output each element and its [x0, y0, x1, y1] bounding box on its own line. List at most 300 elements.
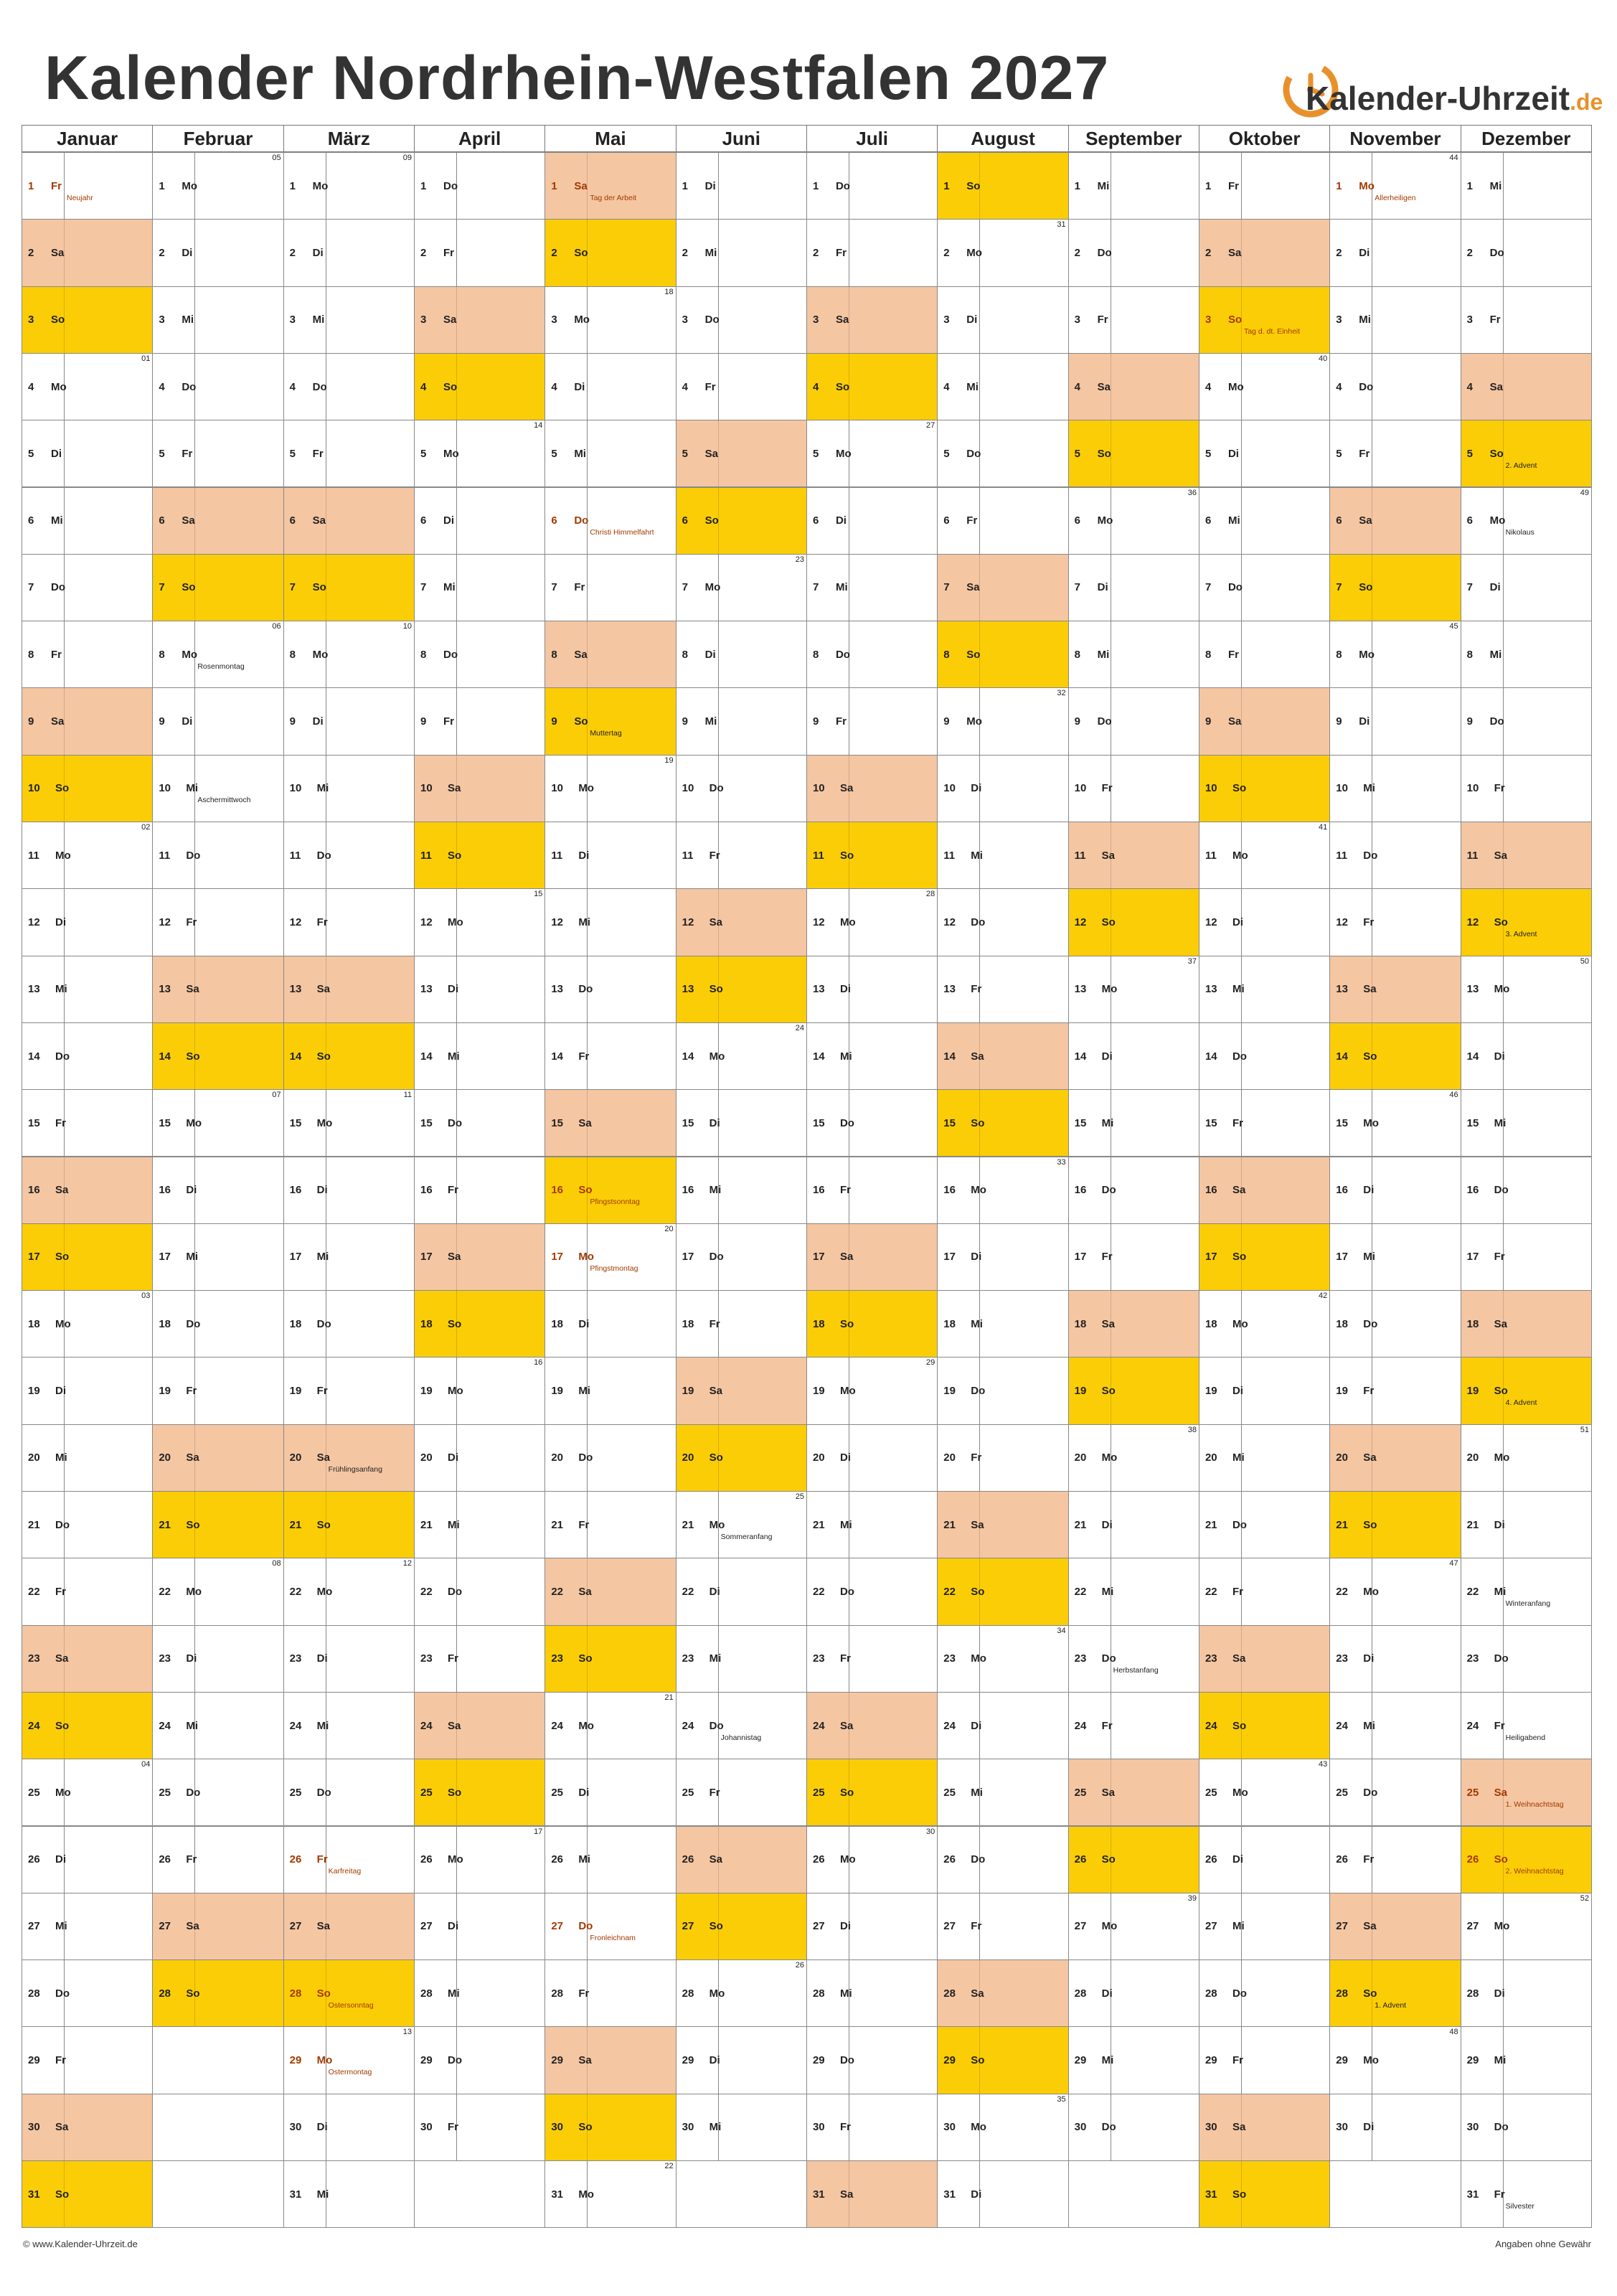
weekday-label: Do: [447, 1116, 462, 1129]
weekday-label: Sa: [1227, 246, 1242, 259]
day-number: 7: [1466, 581, 1473, 594]
day-number: 18: [28, 1317, 40, 1330]
day-cell: [152, 487, 283, 555]
weekday-label: Sa: [709, 1385, 722, 1398]
day-cell: [152, 1625, 283, 1693]
day-number: 7: [551, 581, 557, 594]
day-number: 6: [551, 514, 557, 527]
day-cell: [1461, 1022, 1592, 1090]
day-number: 4: [1204, 380, 1212, 393]
weekday-label: Fr: [1227, 179, 1239, 192]
day-number: 13: [159, 983, 171, 996]
day-number: 14: [682, 1050, 694, 1063]
day-cell: [1199, 956, 1330, 1023]
weekday-label: Mo: [971, 1652, 986, 1665]
weekday-label: So: [1494, 916, 1508, 928]
weekday-label: Di: [709, 1585, 720, 1598]
day-cell: [152, 956, 283, 1023]
day-cell: [676, 888, 807, 956]
weekday-label: Di: [51, 447, 62, 460]
weekday-label: Do: [971, 916, 986, 928]
day-cell: [1461, 755, 1592, 822]
weekday-label: So: [709, 1920, 723, 1933]
day-number: 27: [551, 1920, 563, 1933]
day-number: 21: [28, 1518, 40, 1531]
day-cell: [22, 1157, 153, 1224]
day-cell: [1199, 1157, 1330, 1224]
day-cell: [937, 687, 1068, 755]
day-cell: [544, 822, 676, 889]
day-number: 27: [289, 1920, 302, 1933]
empty-cell: [152, 2026, 283, 2094]
weekday-label: Sa: [182, 514, 195, 527]
day-number: 19: [159, 1385, 171, 1398]
day-number: 13: [1204, 983, 1217, 996]
weekday-label: So: [1101, 916, 1116, 928]
weekday-label: Fr: [1494, 782, 1505, 795]
day-number: 16: [159, 1184, 171, 1197]
month-header: September: [1068, 125, 1199, 152]
day-cell: [544, 1893, 676, 1960]
day-number: 14: [28, 1050, 40, 1063]
day-number: 25: [943, 1786, 956, 1799]
day-number: 30: [1466, 2121, 1479, 2134]
day-number: 31: [1204, 2188, 1217, 2201]
day-number: 8: [682, 648, 688, 661]
day-cell: [283, 1625, 415, 1693]
day-number: 26: [28, 1853, 40, 1866]
weekday-label: So: [835, 380, 850, 393]
day-number: 23: [551, 1652, 563, 1665]
day-cell: [1068, 1759, 1199, 1826]
day-cell: [1329, 888, 1461, 956]
day-number: 31: [812, 2188, 825, 2201]
day-number: 28: [1204, 1987, 1217, 2000]
day-number: 8: [28, 648, 34, 661]
day-cell: [152, 621, 283, 688]
day-cell: [1329, 1223, 1461, 1291]
weekday-label: Mo: [578, 1719, 594, 1732]
day-cell: [544, 1959, 676, 2027]
day-number: 4: [682, 380, 688, 393]
weekday-label: Sa: [839, 1251, 854, 1264]
week-number: 18: [664, 287, 674, 296]
weekday-label: Sa: [1097, 380, 1111, 393]
weekday-label: So: [316, 1987, 331, 2000]
weekday-label: So: [443, 380, 458, 393]
weekday-label: Do: [966, 447, 981, 460]
day-cell: [283, 687, 415, 755]
weekday-label: Mo: [1494, 983, 1510, 996]
weekday-label: So: [55, 2188, 70, 2201]
weekday-label: Mi: [1494, 1585, 1507, 1598]
day-number: 22: [551, 1585, 563, 1598]
weekday-label: Fr: [1363, 916, 1375, 928]
day-cell: [152, 1959, 283, 2027]
weekday-label: Mi: [1359, 314, 1371, 326]
weekday-label: Di: [447, 1452, 458, 1464]
day-number: 22: [682, 1585, 694, 1598]
day-cell: [1329, 1625, 1461, 1693]
day-number: 12: [682, 916, 694, 928]
day-number: 21: [1204, 1518, 1217, 1531]
day-number: 9: [943, 715, 950, 728]
weekday-label: So: [1232, 2188, 1247, 2201]
day-number: 21: [682, 1518, 694, 1531]
month-header: Juni: [676, 125, 807, 152]
weekday-label: Sa: [704, 447, 718, 460]
week-number: 31: [1057, 220, 1066, 230]
weekday-label: Fr: [55, 1585, 66, 1598]
day-number: 1: [28, 179, 34, 192]
weekday-label: Mo: [316, 1116, 333, 1129]
holiday-label: Tag der Arbeit: [590, 193, 637, 202]
day-number: 13: [289, 983, 302, 996]
week-number: 38: [1187, 1425, 1197, 1434]
day-cell: [1199, 420, 1330, 487]
day-cell: [1199, 1357, 1330, 1424]
weekday-label: So: [971, 2054, 985, 2067]
day-number: 19: [28, 1385, 40, 1398]
day-number: 3: [551, 314, 557, 326]
day-cell: [283, 2160, 415, 2228]
weekday-label: So: [186, 1050, 200, 1063]
weekday-label: So: [447, 1317, 462, 1330]
day-number: 17: [159, 1251, 171, 1264]
day-cell: [1329, 1558, 1461, 1625]
day-cell: [414, 888, 545, 956]
day-number: 24: [420, 1719, 433, 1732]
event-label: Sommeranfang: [720, 1532, 773, 1541]
weekday-label: So: [316, 1050, 331, 1063]
day-cell: [1068, 687, 1199, 755]
weekday-label: Fr: [971, 1920, 982, 1933]
week-number: 25: [795, 1492, 804, 1501]
weekday-label: Mo: [1101, 983, 1118, 996]
weekday-label: So: [971, 1116, 985, 1129]
day-number: 11: [1074, 849, 1086, 862]
day-number: 31: [1466, 2188, 1479, 2201]
weekday-label: Mi: [971, 1786, 983, 1799]
day-number: 28: [420, 1987, 433, 2000]
day-cell: [1329, 1424, 1461, 1492]
day-number: 25: [28, 1786, 40, 1799]
day-cell: [1461, 1759, 1592, 1826]
weekday-label: Mo: [1359, 179, 1375, 192]
day-cell: [22, 286, 153, 354]
day-cell: [22, 487, 153, 555]
day-number: 14: [1466, 1050, 1479, 1063]
weekday-label: Mi: [578, 1385, 590, 1398]
day-cell: [283, 1157, 415, 1224]
day-number: 23: [289, 1652, 302, 1665]
day-number: 24: [682, 1719, 694, 1732]
weekday-label: Sa: [1101, 1786, 1115, 1799]
empty-cell: [1068, 2160, 1199, 2228]
day-number: 5: [1204, 447, 1212, 460]
week-number: 13: [402, 2028, 412, 2037]
day-cell: [1329, 1759, 1461, 1826]
footer-copyright[interactable]: © www.Kalender-Uhrzeit.de: [23, 2239, 138, 2249]
weekday-label: Mi: [704, 246, 717, 259]
event-label: 2. Advent: [1505, 461, 1537, 470]
day-cell: [806, 1223, 938, 1291]
weekday-label: Do: [182, 380, 197, 393]
weekday-label: Mi: [316, 2188, 329, 2201]
weekday-label: Mi: [709, 1652, 722, 1665]
weekday-label: Fr: [1232, 2054, 1243, 2067]
day-cell: [414, 554, 545, 621]
day-number: 20: [1466, 1452, 1479, 1464]
weekday-label: Mo: [971, 2121, 986, 2134]
day-number: 10: [159, 782, 171, 795]
weekday-label: Do: [186, 1786, 201, 1799]
weekday-label: Mi: [839, 1987, 852, 2000]
weekday-label: Fr: [574, 581, 585, 594]
weekday-label: Do: [839, 1585, 854, 1598]
day-cell: [283, 1424, 415, 1492]
weekday-label: Mo: [186, 1585, 202, 1598]
weekday-label: Fr: [1363, 1853, 1375, 1866]
day-cell: [414, 1491, 545, 1558]
day-cell: [1329, 1893, 1461, 1960]
day-cell: [806, 956, 938, 1023]
weekday-label: So: [574, 715, 588, 728]
day-number: 18: [420, 1317, 433, 1330]
day-number: 11: [289, 849, 301, 862]
week-number: 05: [272, 154, 281, 162]
weekday-label: Mo: [316, 1585, 333, 1598]
day-cell: [414, 1157, 545, 1224]
day-cell: [22, 420, 153, 487]
day-number: 8: [159, 648, 165, 661]
day-cell: [937, 1223, 1068, 1291]
weekday-label: Mi: [316, 782, 329, 795]
day-cell: [806, 822, 938, 889]
day-cell: [152, 1290, 283, 1358]
weekday-label: Sa: [966, 581, 980, 594]
day-number: 10: [1466, 782, 1479, 795]
day-number: 14: [289, 1050, 302, 1063]
day-number: 9: [551, 715, 557, 728]
day-number: 17: [1204, 1251, 1217, 1264]
day-cell: [1068, 1625, 1199, 1693]
day-number: 3: [682, 314, 688, 326]
day-cell: [1461, 956, 1592, 1023]
day-number: 9: [289, 715, 296, 728]
day-number: 23: [943, 1652, 956, 1665]
day-cell: [414, 1223, 545, 1291]
weekday-label: Fr: [312, 447, 324, 460]
weekday-label: Di: [578, 1317, 590, 1330]
weekday-label: Mi: [186, 782, 198, 795]
weekday-label: Sa: [316, 983, 331, 996]
day-number: 29: [1336, 2054, 1348, 2067]
weekday-label: Sa: [55, 1184, 69, 1197]
day-number: 12: [943, 916, 956, 928]
day-number: 19: [682, 1385, 694, 1398]
day-number: 20: [289, 1452, 302, 1464]
weekday-label: Di: [971, 782, 982, 795]
day-cell: [544, 353, 676, 420]
weekday-label: Mi: [312, 314, 325, 326]
day-cell: [1199, 1625, 1330, 1693]
day-number: 9: [28, 715, 34, 728]
month-header: August: [937, 125, 1068, 152]
day-number: 11: [159, 849, 171, 862]
day-number: 3: [1336, 314, 1342, 326]
logo-name: Kalender-Uhrzeit: [1306, 80, 1570, 117]
day-number: 10: [289, 782, 302, 795]
week-number: 08: [272, 1559, 281, 1568]
logo-wordmark[interactable]: [1306, 79, 1603, 118]
weekday-label: Di: [1363, 1184, 1375, 1197]
week-number: 45: [1449, 622, 1458, 631]
day-cell: [414, 420, 545, 487]
weekday-label: Sa: [1227, 715, 1242, 728]
day-cell: [283, 1893, 415, 1960]
day-number: 4: [943, 380, 950, 393]
day-cell: [1199, 1089, 1330, 1157]
weekday-label: Mo: [839, 1385, 856, 1398]
day-number: 22: [943, 1585, 956, 1598]
calendar-grid: [22, 125, 1591, 2235]
day-number: 31: [289, 2188, 302, 2201]
day-cell: [676, 353, 807, 420]
weekday-label: Sa: [1101, 1317, 1115, 1330]
day-number: 15: [159, 1116, 171, 1129]
day-number: 7: [289, 581, 296, 594]
day-cell: [414, 1692, 545, 1759]
day-number: 28: [682, 1987, 694, 2000]
weekday-label: So: [316, 1518, 331, 1531]
weekday-label: Do: [839, 1116, 854, 1129]
day-number: 29: [289, 2054, 302, 2067]
logo-tld: .de: [1570, 89, 1603, 115]
day-cell: [283, 1290, 415, 1358]
event-label: Herbstanfang: [1113, 1666, 1159, 1675]
day-number: 16: [28, 1184, 40, 1197]
event-label: Rosenmontag: [197, 662, 245, 671]
day-number: 19: [1336, 1385, 1348, 1398]
day-cell: [676, 1022, 807, 1090]
day-cell: [806, 1424, 938, 1492]
day-cell: [22, 1491, 153, 1558]
day-cell: [283, 152, 415, 220]
weekday-label: Di: [704, 179, 716, 192]
holiday-label: Fronleichnam: [590, 1934, 636, 1943]
weekday-label: So: [186, 1987, 200, 2000]
weekday-label: Mo: [1363, 1116, 1379, 1129]
day-cell: [283, 2026, 415, 2094]
day-cell: [676, 1759, 807, 1826]
day-number: 30: [420, 2121, 433, 2134]
weekday-label: Sa: [447, 1719, 461, 1732]
day-number: 25: [420, 1786, 433, 1799]
day-number: 25: [159, 1786, 171, 1799]
weekday-label: Di: [835, 514, 847, 527]
weekday-label: Do: [312, 380, 327, 393]
weekday-label: Di: [1097, 581, 1108, 594]
day-cell: [1068, 1692, 1199, 1759]
weekday-label: Di: [1494, 1050, 1505, 1063]
day-number: 5: [943, 447, 950, 460]
day-number: 17: [1336, 1251, 1348, 1264]
day-number: 5: [682, 447, 688, 460]
weekday-label: Do: [709, 1251, 724, 1264]
day-cell: [22, 1424, 153, 1492]
weekday-label: Mo: [839, 1853, 856, 1866]
day-number: 7: [943, 581, 950, 594]
day-number: 5: [1336, 447, 1342, 460]
day-number: 27: [1204, 1920, 1217, 1933]
day-cell: [676, 420, 807, 487]
weekday-label: Mo: [971, 1184, 986, 1197]
day-cell: [1329, 755, 1461, 822]
day-cell: [544, 1157, 676, 1224]
day-cell: [1068, 286, 1199, 354]
week-number: 33: [1057, 1157, 1066, 1167]
weekday-label: Mi: [1101, 2054, 1114, 2067]
day-cell: [22, 353, 153, 420]
weekday-label: Fr: [578, 1987, 590, 2000]
day-number: 15: [1336, 1116, 1348, 1129]
day-cell: [1461, 888, 1592, 956]
weekday-label: Fr: [709, 849, 720, 862]
weekday-label: Fr: [443, 715, 454, 728]
month-header: Januar: [22, 125, 153, 152]
day-number: 30: [943, 2121, 956, 2134]
day-cell: [676, 822, 807, 889]
day-number: 13: [551, 983, 563, 996]
day-cell: [1461, 420, 1592, 487]
weekday-label: Fr: [51, 648, 62, 661]
day-number: 29: [943, 2054, 956, 2067]
day-cell: [937, 1826, 1068, 1893]
week-number: 12: [402, 1559, 412, 1568]
day-cell: [283, 1223, 415, 1291]
weekday-label: Fr: [971, 983, 982, 996]
day-cell: [1199, 554, 1330, 621]
day-cell: [414, 687, 545, 755]
weekday-label: Di: [443, 514, 454, 527]
day-number: 6: [1336, 514, 1342, 527]
day-cell: [152, 1157, 283, 1224]
day-cell: [1068, 1893, 1199, 1960]
day-cell: [1068, 353, 1199, 420]
weekday-label: Do: [709, 782, 724, 795]
weekday-label: So: [1363, 1987, 1377, 2000]
weekday-label: Sa: [447, 1251, 461, 1264]
week-number: 46: [1449, 1091, 1458, 1100]
weekday-label: So: [1101, 1385, 1116, 1398]
day-cell: [544, 1692, 676, 1759]
weekday-label: Di: [704, 648, 716, 661]
day-cell: [22, 1959, 153, 2027]
day-number: 11: [682, 849, 694, 862]
weekday-label: So: [839, 1786, 854, 1799]
day-number: 18: [551, 1317, 563, 1330]
day-cell: [1199, 1424, 1330, 1492]
weekday-label: Sa: [1363, 983, 1377, 996]
week-number: 51: [1580, 1425, 1589, 1434]
day-number: 23: [1336, 1652, 1348, 1665]
weekday-label: Di: [1494, 1518, 1505, 1531]
day-number: 20: [943, 1452, 956, 1464]
day-cell: [1329, 353, 1461, 420]
weekday-label: Do: [1494, 1652, 1509, 1665]
week-number: 04: [141, 1760, 151, 1769]
